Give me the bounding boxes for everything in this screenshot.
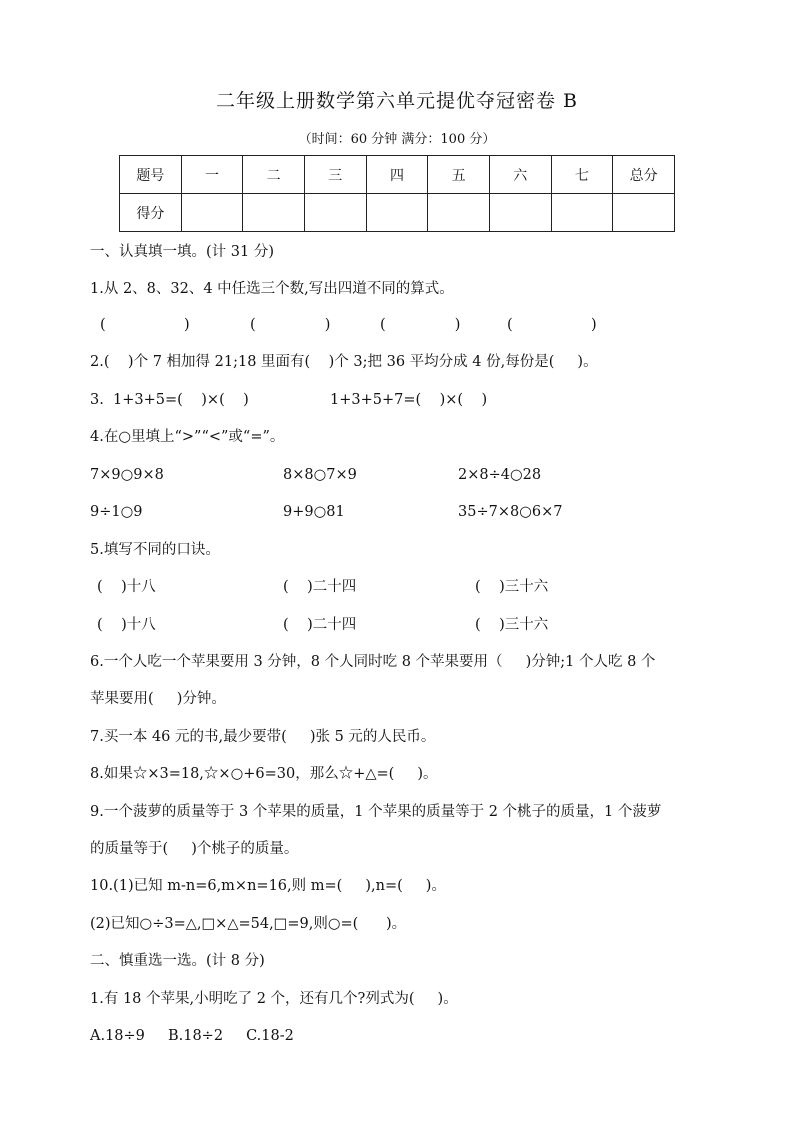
question-7: 7.买一本 46 元的书,最少要带( )张 5 元的人民币。 — [90, 729, 436, 745]
answer-blank[interactable]: ( ) — [250, 317, 331, 333]
score-cell[interactable] — [613, 194, 675, 232]
score-cell[interactable] — [181, 194, 243, 232]
question-9: 9.一个菠萝的质量等于 3 个苹果的质量，1 个苹果的质量等于 2 个桃子的质量，1 个菠萝 — [90, 804, 662, 820]
header-cell: 题号 — [120, 156, 182, 194]
header-cell: 四 — [366, 156, 428, 194]
compare-item: 35÷7×8○6×7 — [458, 504, 563, 520]
header-cell: 七 — [551, 156, 613, 194]
score-cell[interactable] — [243, 194, 305, 232]
question-9-cont: 的质量等于( )个桃子的质量。 — [90, 841, 299, 857]
compare-item: 7×9○9×8 — [90, 467, 164, 483]
compare-item: 8×8○7×9 — [283, 467, 357, 483]
score-table-header-row — [120, 156, 675, 194]
answer-blank[interactable]: ( ) — [100, 317, 190, 333]
rhyme-item: ( )十八 — [97, 579, 156, 595]
question-10-1: 10.(1)已知 m-n=6,m×n=16,则 m=( ),n=( )。 — [90, 878, 446, 894]
answer-blank[interactable]: ( ) — [380, 317, 461, 333]
header-cell: 六 — [489, 156, 551, 194]
section-heading: 一、认真填一填。(计 31 分) — [90, 244, 274, 260]
score-cell[interactable] — [489, 194, 551, 232]
header-cell: 一 — [181, 156, 243, 194]
exam-info: （时间：60 分钟 满分：100 分） — [298, 132, 496, 147]
score-table-score-row — [120, 194, 675, 232]
question-10-2: (2)已知○÷3=△,□×△=54,□=9,则○=( )。 — [90, 916, 407, 932]
question-2: 2.( )个 7 相加得 21;18 里面有( )个 3;把 36 平均分成 4 份,每份是( )。 — [90, 354, 598, 370]
score-cell[interactable] — [551, 194, 613, 232]
compare-item: 9+9○81 — [283, 504, 345, 520]
question-4: 4.在○里填上“>”“<”或“=”。 — [90, 429, 285, 445]
question-6-cont: 苹果要用( )分钟。 — [90, 691, 226, 707]
rhyme-item: ( )二十四 — [283, 579, 357, 595]
answer-blank[interactable]: ( ) — [507, 317, 597, 333]
rhyme-item: ( )二十四 — [283, 617, 357, 633]
row-label-cell: 得分 — [120, 194, 182, 232]
header-cell: 总分 — [613, 156, 675, 194]
question-8: 8.如果☆×3=18,☆×○+6=30，那么☆+△=( )。 — [90, 766, 438, 782]
choice-options[interactable]: A.18÷9 B.18÷2 C.18-2 — [90, 1028, 294, 1044]
score-cell[interactable] — [304, 194, 366, 232]
question-1: 1.从 2、8、32、4 中任选三个数,写出四道不同的算式。 — [90, 281, 454, 297]
choice-question-1: 1.有 18 个苹果,小明吃了 2 个，还有几个?列式为( )。 — [90, 991, 458, 1007]
rhyme-item: ( )十八 — [97, 617, 156, 633]
question-6: 6.一个人吃一个苹果要用 3 分钟，8 个人同时吃 8 个苹果要用（ )分钟;1 个人吃 8 个 — [90, 654, 656, 670]
header-cell: 二 — [243, 156, 305, 194]
score-table — [119, 155, 675, 232]
question-5: 5.填写不同的口诀。 — [90, 542, 220, 558]
question-3a: 3. 1+3+5=( )×( ) — [90, 392, 249, 408]
rhyme-item: ( )三十六 — [475, 617, 549, 633]
page-title: 二年级上册数学第六单元提优夺冠密卷 B — [215, 90, 578, 112]
score-cell[interactable] — [428, 194, 490, 232]
score-cell[interactable] — [366, 194, 428, 232]
rhyme-item: ( )三十六 — [475, 579, 549, 595]
compare-item: 2×8÷4○28 — [458, 467, 542, 483]
header-cell: 三 — [304, 156, 366, 194]
header-cell: 五 — [428, 156, 490, 194]
question-3b: 1+3+5+7=( )×( ) — [330, 392, 488, 408]
compare-item: 9÷1○9 — [90, 504, 143, 520]
section-heading: 二、慎重选一选。(计 8 分) — [90, 953, 265, 969]
